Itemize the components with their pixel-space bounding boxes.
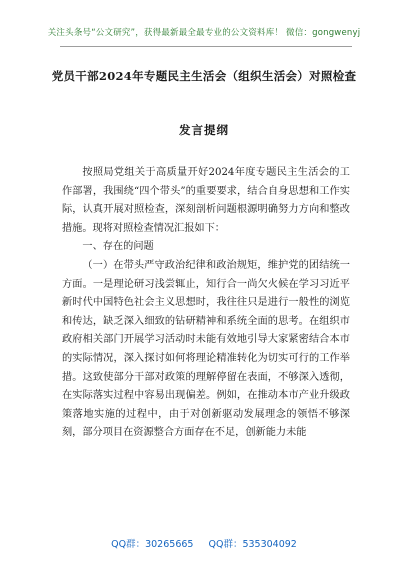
- section-heading: 一、存在的问题: [82, 241, 154, 253]
- qq-group-2: QQ群：535304092: [208, 539, 297, 550]
- document-subtitle: 发言提纲: [179, 123, 229, 137]
- qq-group-1: QQ群：30265665: [111, 539, 194, 550]
- header-banner: 关注头条号“公文研究”，获得最新最全最专业的公文资料库！ 微信：gongwenyj: [47, 28, 361, 38]
- footer-contact: [0, 536, 408, 550]
- body-paragraph: （一）在带头严守政治纪律和政治规矩，维护党的团结统一方面。一是理论研习浅尝辄止，知行合一尚欠火候在学习习近平新时代中国特色社会主义思想时，我往往只是进行一般性的浏览和传达，缺乏深入细致的钻研精神和系统全面的思考。在组织市政府相关部门开展学习活动时未能有效地引导大家紧密结合本市的实际情况，深入探讨如何将理论精准转化为切实可行的工作举措。这致使部分干部对政策的理解停留在表面，不够深入透彻，在实际落实过程中容易出现偏差。例如，在推动本市产业升级政策落地实施的过程中，由于对创新驱动发展理念的领悟不够深刻，部分项目在资源整合方面存在不足，创新能力未能: [62, 259, 350, 439]
- document-title: 党员干部2024年专题民主生活会（组织生活会）对照检查: [51, 69, 357, 83]
- header-divider: [60, 46, 352, 47]
- document-body: [62, 164, 350, 443]
- intro-paragraph: 按照局党组关于高质量开好2024年度专题民主生活会的工作部署，我围绕“四个带头”的重要要求，结合自身思想和工作实际，认真开展对照检查，深刻剖析问题根源明确努力方向和整改措施。现将对照检查情况汇报如下：: [62, 167, 350, 234]
